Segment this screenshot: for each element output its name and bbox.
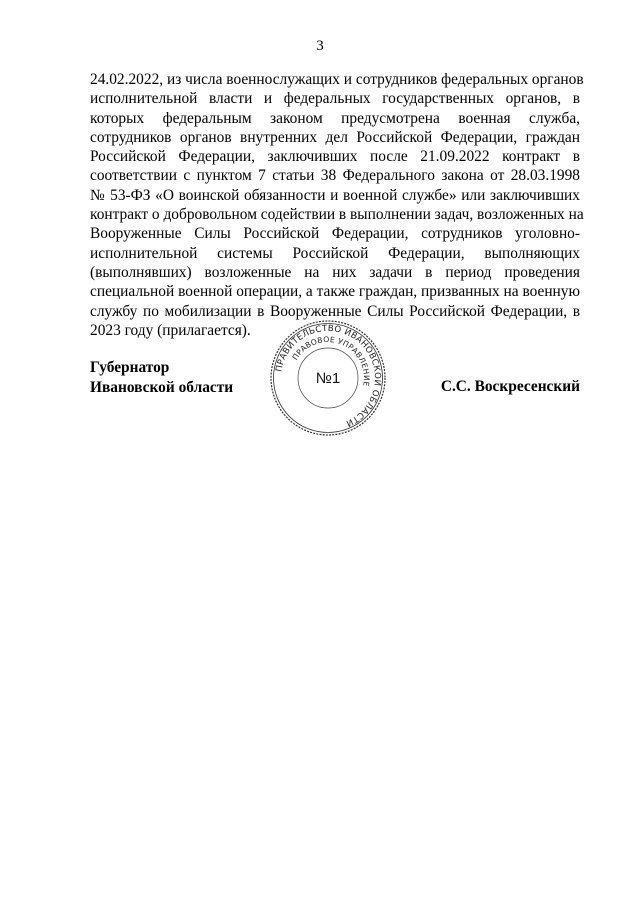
body-paragraph: [90, 70, 584, 340]
position-title: Губернатор: [90, 359, 170, 376]
paragraph-line: Российской Федерации, заключивших после 21.09.2022 контракт в: [90, 148, 580, 166]
paragraph-line: № 53-ФЗ «О воинской обязанности и военной службе» или заключивших: [90, 186, 580, 204]
seal-outer-text: ПРАВИТЕЛЬСТВО ИВАНОВСКОЙ ОБЛАСТИ: [274, 323, 383, 429]
paragraph-line: соответствии с пунктом 7 статьи 38 Федерального закона от 28.03.1998: [90, 167, 580, 185]
seal-number: №1: [315, 370, 341, 387]
paragraph-line: которых федеральным законом предусмотрена военная служба,: [90, 109, 580, 127]
paragraph-line: сотрудников органов внутренних дел Российской Федерации, граждан: [90, 128, 580, 146]
paragraph-line: 24.02.2022, из числа военнослужащих и сотрудников федеральных органов: [90, 71, 584, 88]
page-number: 3: [316, 38, 324, 54]
official-seal: [268, 318, 388, 438]
seal-inner-text: ПРАВОВОЕ УПРАВЛЕНИЕ: [290, 334, 372, 388]
paragraph-line: Вооруженные Силы Российской Федерации, сотрудников уголовно-: [90, 225, 580, 243]
paragraph-line: (выполнявших) возложенные на них задачи в период проведения: [90, 263, 580, 281]
paragraph-line: исполнительной системы Российской Федерации, выполняющих: [90, 244, 580, 262]
signatory-position: [90, 358, 233, 397]
seal-graphic: [268, 318, 388, 438]
position-region: Ивановской области: [90, 378, 234, 396]
signatory-name: С.С. Воскресенский: [440, 378, 580, 395]
paragraph-line: контракт о добровольном содействии в выполнении задач, возложенных на: [90, 206, 584, 224]
paragraph-line: специальной военной операции, а также граждан, призванных на военную: [90, 283, 580, 301]
paragraph-line: исполнительной власти и федеральных государственных органов, в: [90, 90, 580, 108]
paragraph-line: службу по мобилизации в Вооруженные Силы Российской Федерации, в: [90, 302, 580, 320]
paragraph-line: 2023 году (прилагается).: [90, 321, 251, 339]
